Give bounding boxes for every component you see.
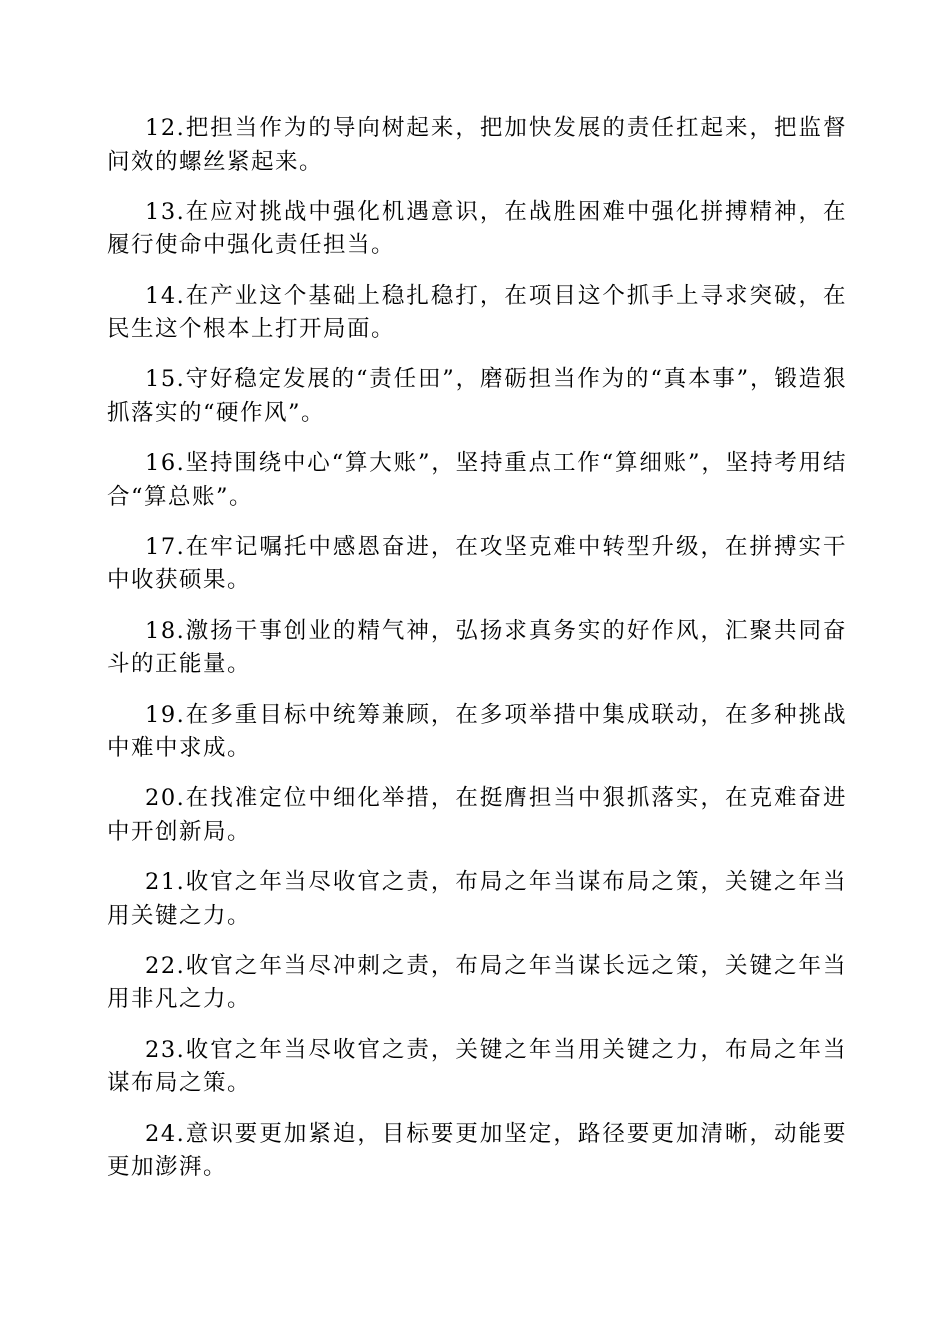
- document-body: [107, 112, 847, 1201]
- paragraph-22: 22.收官之年当尽冲刺之责，布局之年当谋长远之策，关键之年当用非凡之力。: [107, 952, 847, 1013]
- paragraph-20: 20.在找准定位中细化举措，在挺膺担当中狠抓落实，在克难奋进中开创新局。: [107, 785, 847, 845]
- paragraph-16: 16.坚持围绕中心“算大账”，坚持重点工作“算细账”，坚持考用结合“算总账”。: [107, 450, 847, 510]
- paragraph-23: 23.收官之年当尽收官之责，关键之年当用关键之力，布局之年当谋布局之策。: [107, 1036, 847, 1097]
- paragraph-12: 12.把担当作为的导向树起来，把加快发展的责任扛起来，把监督问效的螺丝紧起来。: [107, 115, 847, 175]
- paragraph-18: 18.激扬干事创业的精气神，弘扬求真务实的好作风，汇聚共同奋斗的正能量。: [107, 617, 847, 678]
- paragraph-13: 13.在应对挑战中强化机遇意识，在战胜困难中强化拼搏精神，在履行使命中强化责任担当。: [107, 198, 847, 259]
- paragraph-15: 15.守好稳定发展的“责任田”，磨砺担当作为的“真本事”，锻造狠抓落实的“硬作风”。: [107, 366, 847, 426]
- paragraph-17: 17.在牢记嘱托中感恩奋进，在攻坚克难中转型升级，在拼搏实干中收获硕果。: [107, 533, 847, 594]
- paragraph-14: 14.在产业这个基础上稳扎稳打，在项目这个抓手上寻求突破，在民生这个根本上打开局面。: [107, 282, 847, 343]
- paragraph-24: 24.意识要更加紧迫，目标要更加坚定，路径要更加清晰，动能要更加澎湃。: [107, 1120, 847, 1181]
- paragraph-19: 19.在多重目标中统筹兼顾，在多项举措中集成联动，在多种挑战中难中求成。: [107, 701, 847, 762]
- paragraph-21: 21.收官之年当尽收官之责，布局之年当谋布局之策，关键之年当用关键之力。: [107, 869, 847, 929]
